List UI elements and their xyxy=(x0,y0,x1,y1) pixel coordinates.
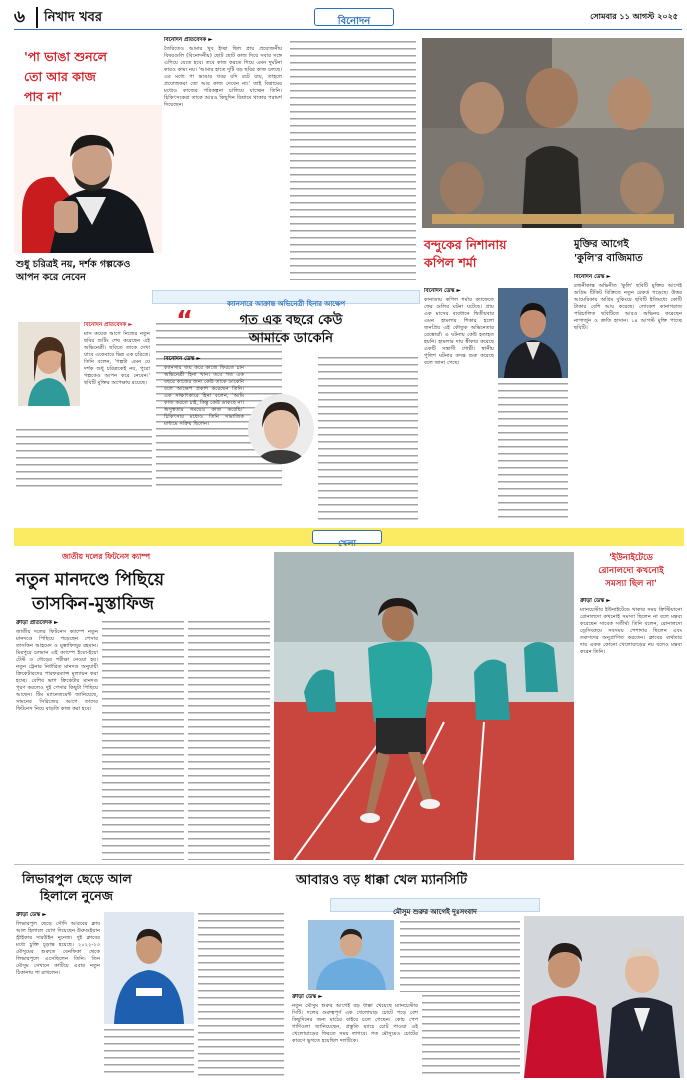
nunez-byline: ক্রীড়া ডেস্ক ► xyxy=(16,912,47,918)
side-story-text: মাস কয়েক আগে নিজের নতুন ছবির শুটিং শেষ করেছেন এই অভিনেত্রী। ছবিতে তাকে দেখা যাবে একেবারে ভিন্ন এক চরিত্রে। তিনি বলেন, 'গল্পটা এমন যে দর্শক শুধু চরিত্রকেই নয়, পুরো গল্পকেও আপন করে নেবেন।' ছবিটি মুক্তির অপেক্ষায় রয়েছে। xyxy=(84,331,150,386)
hina-quote-icon: “ xyxy=(176,306,194,336)
sports-lead-byline: ক্রীড়া প্রতিবেদক ► xyxy=(16,620,59,626)
nunez-body xyxy=(16,912,100,1078)
side-story-text-lines xyxy=(16,428,152,490)
hina-photo xyxy=(248,394,314,464)
mancity-text-lines xyxy=(400,920,520,992)
mancity-body xyxy=(292,994,418,1078)
side-headline-line-2: আপন করে নেবেন xyxy=(16,272,86,283)
mancity-subhead xyxy=(330,898,540,916)
sports-section-badge xyxy=(312,530,382,549)
nunez-headline-line-2: হিলালে নুনেজ xyxy=(40,888,113,903)
hina-headline-line-2: আমাকে ডাকেনি xyxy=(248,331,334,346)
side-story-photo xyxy=(18,322,80,406)
hina-byline: বিনোদন ডেস্ক ► xyxy=(164,356,201,362)
sports-headline-line-1: নতুন মানদণ্ডে পিছিয়ে xyxy=(16,570,164,590)
ronaldo-headline xyxy=(578,552,684,591)
masthead-logo: নিখাদ খবর xyxy=(44,10,103,25)
section-title: বিনোদন xyxy=(337,16,371,27)
ronaldo-body xyxy=(580,598,682,860)
kapil-byline: বিনোদন ডেস্ক ► xyxy=(424,288,461,294)
lead-headline-line-1: 'পা ভাঙা শুনলে xyxy=(24,49,107,64)
kapil-text-lines xyxy=(498,382,568,522)
kapil-headline xyxy=(424,236,570,272)
nunez-story xyxy=(14,868,286,1078)
kapil-body-text: কানাডায় কপিল শর্মার ক্যাফেতে ফের গুলির ঘটনা ঘটেছে। প্রায় এক মাসের ব্যবধানে দ্বিতীয়বার এমন হামলার শিকার হলো জনপ্রিয় এই কৌতুক অভিনেতার রেস্তোরাঁ। এ ঘটনায় কেউ হতাহত হয়নি। হামলার দায় স্বীকার করেছে একটি সন্ত্রাসী গোষ্ঠী। স্থানীয় পুলিশ ঘটনার তদন্ত শুরু করেছে বলে জানা গেছে। xyxy=(424,297,494,366)
side-story-headline xyxy=(16,258,284,284)
mancity-text-lines-2 xyxy=(422,994,520,1078)
text-lines xyxy=(290,40,416,280)
coolie-byline: বিনোদন ডেস্ক ► xyxy=(574,274,611,280)
section-badge xyxy=(314,8,394,26)
hina-headline-line-1: গত এক বছরে কেউ xyxy=(239,313,343,328)
masthead-rule xyxy=(14,29,682,30)
lead-photo xyxy=(14,105,162,253)
hina-text-lines xyxy=(318,356,418,521)
coolie-headline xyxy=(574,238,684,266)
mancity-subhead-text: মৌসুম শুরুর আগেই দুঃসংবাদ xyxy=(393,908,477,916)
mancity-photo-small xyxy=(308,920,394,990)
lead-body xyxy=(164,37,282,253)
sports-lead-body xyxy=(16,620,98,860)
sports-lead-photo xyxy=(274,552,574,860)
mancity-story xyxy=(290,868,684,1078)
lead-body-text: তৈরিতেও আমার খুব ইচ্ছা ছিল প্রায় প্রয়োজনীয় বিষয়গুলি (বিনোদনীয়) ছোট ছোট কাজ দিয়ে সবার সঙ্গে এগিয়ে যেতে হবে। তবে কাজ করতে গিয়ে এমন দুর্ঘটনা কারও কাম্য নয়। 'আমার হাতে দুটি বড় ছবির কাজ চলছে। এর মধ্যে পা ভাঙার খবর যদি রটে যায়, তাহলে প্রযোজকরা তো আর কাজ দেবেন না।' তাই বিশ্রামের মধ্যেও কাজের পরিকল্পনা চালিয়ে যাচ্ছেন তিনি। চিকিৎসকেরা তাকে আরও কিছুদিন বিশ্রামে থাকার পরামর্শ দিয়েছেন। xyxy=(164,46,282,108)
kapil-headline-line-1: বন্দুকের নিশানায় xyxy=(424,237,507,252)
entertainment-lead xyxy=(14,37,284,253)
kapil-story xyxy=(420,230,570,525)
sports-headline xyxy=(16,568,266,616)
hina-story xyxy=(150,290,422,525)
lead-byline: বিনোদন প্রতিবেদক ► xyxy=(164,37,213,43)
sports-bar xyxy=(14,528,684,549)
hina-body xyxy=(164,356,244,521)
side-story-body xyxy=(84,322,150,422)
mancity-body-text: নতুন মৌসুম শুরুর আগেই বড় ধাক্কা খেয়েছে ম্যানচেস্টার সিটি। দলের গুরুত্বপূর্ণ এক খেলোয়াড় চোটে পড়ে বেশ কিছুদিনের জন্য মাঠের বাইরে চলে গেছেন। কোচ পেপ গার্দিওলা জানিয়েছেন, প্রস্তুতি ম্যাচে চোট পাওয়া ওই খেলোয়াড়ের ফিরতে সময় লাগবে। গত মৌসুমেও চোটের কারণে ভুগতে হয়েছিল দলটিকে। xyxy=(292,1003,418,1044)
nunez-text-lines xyxy=(104,1028,194,1076)
coolie-body-text: রজনীকান্ত অভিনীত 'কুলি' ছবিটি মুক্তির আগেই অগ্রিম টিকিট বিক্রিতে নতুন রেকর্ড গড়েছে। উত্তর আমেরিকায় অগ্রিম বুকিংয়ে ছবিটি ইতিমধ্যে কোটি টাকার বেশি আয় করেছে। লোকেশ কানাগরাজ পরিচালিত ছবিটিতে আরও অভিনয় করেছেন নাগার্জুন ও শ্রুতি হাসান। ১৪ আগস্ট মুক্তি পাচ্ছে ছবিটি। xyxy=(574,283,682,331)
sports-divider xyxy=(14,864,684,865)
nunez-body-text: লিভারপুল ছেড়ে সৌদি আরবের ক্লাব আল হিলালে যোগ দিয়েছেন উরুগুইয়ান স্ট্রাইকার দারউইন নুনেজ। দুই ক্লাবের মধ্যে চুক্তি চূড়ান্ত হয়েছে। ২০২২-২৩ মৌসুমের শুরুতে বেনফিকা থেকে লিভারপুলে এসেছিলেন তিনি। তিন মৌসুম সেখানে কাটিয়ে এবার নতুন ঠিকানায় পা রাখলেন। xyxy=(16,921,100,976)
mancity-photo-large xyxy=(524,916,684,1078)
mancity-byline: ক্রীড়া ডেস্ক ► xyxy=(292,994,323,1000)
sports-lead xyxy=(14,550,574,860)
side-story-byline: বিনোদন প্রতিবেদক ► xyxy=(84,322,133,328)
ronaldo-headline-line-3: সমস্যা ছিল না' xyxy=(605,579,657,589)
page-number: ৬ xyxy=(14,7,26,27)
hina-headline xyxy=(196,312,386,348)
coolie-headline-line-1: মুক্তির আগেই xyxy=(574,239,629,250)
ronaldo-headline-line-1: 'ইউনাইটেডে xyxy=(609,553,653,563)
hina-kicker xyxy=(152,290,420,308)
lead-headline-line-3: পাব না' xyxy=(24,89,63,104)
coolie-headline-line-2: 'কুলি'র বাজিমাত xyxy=(574,253,643,264)
nunez-photo xyxy=(104,912,194,1024)
ronaldo-byline: ক্রীড়া ডেস্ক ► xyxy=(580,598,611,604)
hina-body-text: ক্যানসার জয় করে কাজে ফিরতে চান অভিনেত্রী হিনা খান। তবে গত এক বছরে কাজের জন্য কেউ তাকে ডাকেনি বলে আক্ষেপ প্রকাশ করেছেন তিনি। এক সাক্ষাৎকারে হিনা বলেন, 'আমি কাজ করতে চাই, কিন্তু কেউ ডাকছে না। অসুস্থতার সময়েও কাজ করেছি।' চিকিৎসার মধ্যেও তিনি সামাজিক মাধ্যমে সক্রিয় ছিলেন। xyxy=(164,365,244,427)
side-headline-line-1: শুধু চরিত্রই নয়, দর্শক গল্পকেও xyxy=(16,259,131,270)
sports-lead-text: জাতীয় দলের ফিটনেস ক্যাম্পে নতুন মানদণ্ডে পিছিয়ে পড়েছেন পেসার তাসকিন আহমেদ ও মুস্তাফিজুর রহমান। মিরপুরে চলমান এই ক্যাম্পে ইয়ো-ইয়ো টেস্ট ও দৌড়ের পরীক্ষা নেওয়া হয়। নতুন ট্রেনার নির্ধারিত মানদণ্ড অনুযায়ী ক্রিকেটারদের পারফরম্যান্স মূল্যায়ন করা হচ্ছে। বেশির ভাগ ক্রিকেটার মানদণ্ড পূরণ করলেও দুই পেসার কিছুটা পিছিয়ে আছেন। টিম ম্যানেজমেন্ট জানিয়েছে, সামনের সিরিজের আগে তাদের ফিটনেস নিয়ে বাড়তি কাজ করা হবে। xyxy=(16,629,98,712)
lead-body-continued xyxy=(290,40,416,280)
coolie-poster xyxy=(422,38,684,228)
coolie-body xyxy=(574,274,682,524)
ronaldo-headline-line-2: রোনালদো কখনোই xyxy=(598,566,664,576)
nunez-text-lines-2 xyxy=(198,912,284,1078)
sports-lead-text-lines xyxy=(102,620,184,860)
sports-section-title: খেলা xyxy=(338,539,356,549)
ronaldo-body-text: ম্যানচেস্টার ইউনাইটেডে থাকার সময় ক্রিস্টিয়ানো রোনালদো কখনোই সমস্যা ছিলেন না বলে মন্তব্য করেছেন সাবেক সতীর্থ। তিনি বলেন, রোনালদো ড্রেসিংরুমে সবসময় পেশাদার ছিলেন এবং তরুণদের অনুপ্রাণিত করতেন। ক্লাবের ব্যর্থতার দায় একক কোনো খেলোয়াড়ের নয় বলেও মন্তব্য করেন তিনি। xyxy=(580,607,682,655)
kapil-photo xyxy=(498,288,568,378)
mancity-headline: আবারও বড় ধাক্কা খেল ম্যানসিটি xyxy=(296,873,468,888)
sports-kicker: জাতীয় দলের ফিটনেস ক্যাম্প xyxy=(62,552,151,561)
ronaldo-story xyxy=(578,550,684,860)
logo-box xyxy=(36,7,134,28)
masthead xyxy=(14,6,682,30)
coolie-story xyxy=(572,230,684,525)
kapil-body xyxy=(424,288,494,524)
nunez-headline-line-1: লিভারপুল ছেড়ে আল xyxy=(22,871,132,886)
masthead-date: সোমবার ১১ আগস্ট ২০২৫ xyxy=(590,12,678,21)
nunez-headline xyxy=(22,870,222,904)
lead-headline-line-2: তো আর কাজ xyxy=(24,69,96,84)
kapil-headline-line-2: কপিল শর্মা xyxy=(424,255,477,270)
hina-kicker-text: ক্যানসারে আক্রান্ত অভিনেত্রী হিনার আক্ষেপ xyxy=(226,300,346,308)
sports-lead-text-lines-2 xyxy=(188,620,270,860)
lead-headline xyxy=(24,47,154,107)
sports-headline-line-2: তাসকিন-মুস্তাফিজ xyxy=(32,594,154,614)
